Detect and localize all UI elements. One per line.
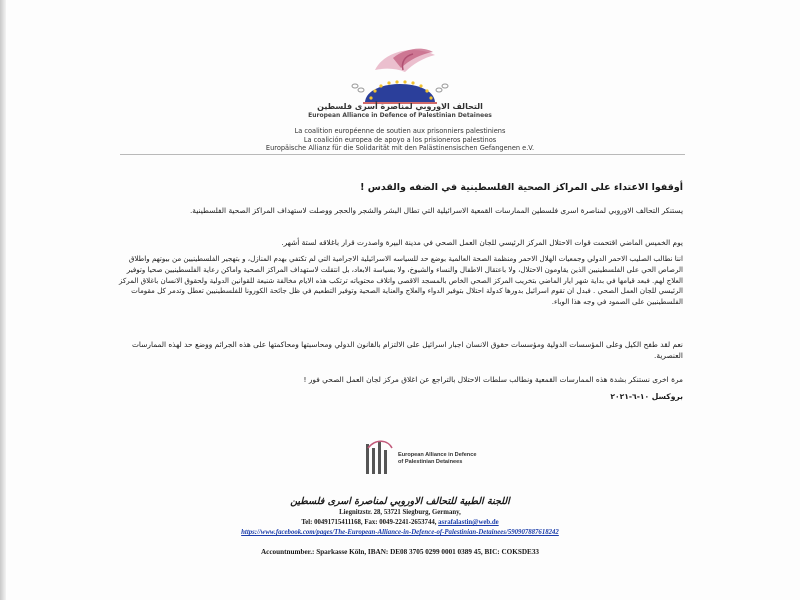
header-divider	[120, 154, 685, 155]
tel-fax: Tel: 004917154111​68, Fax: 0049-2241-2653744,	[301, 519, 437, 526]
letter-title: أوقفوا الاعتداء على المراكز الصحية الفلسطينية في الضفه والقدس !	[360, 182, 683, 193]
email-link[interactable]: asrafalastin@web.de	[438, 519, 499, 526]
bank-account: Accountnumber.: Sparkasse Köln, IBAN: DE08 3705 0299 0001 0389 45, BIC: COKSDE33	[260, 548, 540, 556]
footer-logo-line-1: European Alliance in Defence	[398, 452, 477, 458]
footer-alliance-logo	[362, 438, 512, 480]
paragraph-5: مرة اخرى نستنكر بشدة هذه الممارسات القمعية ونطالب سلطات الاحتلال بالتراجع عن اغلاق مركز لجان العمل الصحي فور !	[303, 375, 683, 384]
subtitle-french: La coalition européenne de soutien aux prisonniers palestiniens	[294, 127, 506, 135]
org-name-english: European Alliance in Defence of Palestinian Detainees	[308, 112, 492, 119]
paragraph-1: يستنكر التحالف الاوروبي لمناصرة اسرى فلسطين الممارسات القمعية الاسرائيلية التي تطال البشر والشجر والحجر ووصلت لاستهداف المراكز الصحية الفلسطينية.	[189, 206, 683, 215]
paragraph-2: يوم الخميس الماضي اقتحمت قوات الاحتلال المركز الرئيسي للجان العمل الصحي في مدينة البيرة واصدرت قرار باغلاقه لستة أشهر.	[281, 238, 683, 247]
subtitle-spanish: La coalición europea de apoyo a los prisioneros palestinos	[303, 135, 497, 144]
medical-committee-name: اللجنة الطبية للتحالف الاوروبي لمناصرة اسرى فلسطين	[290, 496, 510, 507]
facebook-link[interactable]: https://www.facebook.com/pages/The-European-Alliance-in-Defence-of-Palestinian-Detainees/590907887618242	[241, 529, 559, 536]
org-name-arabic: التحالف الاوروبي لمناصرة أسرى فلسطين	[317, 102, 483, 111]
paragraph-4: نعم لقد طفح الكيل وعلى المؤسسات الدولية ومؤسسات حقوق الانسان اجبار اسرائيل على الالتزام بالقانون الدولي ومحاسبتها ومحاكمتها على هذه الجرائم ووضع حد لهذه الممارسات العنصرية.	[131, 340, 683, 360]
subtitle-german: Europäische Allianz für die Solidarität mit den Palästinensischen Gefangenen e.V.	[265, 144, 535, 153]
postal-address: Liegnitzstr. 28, 53721 Siegburg, Germany,	[339, 509, 461, 516]
contact-line	[0, 519, 800, 526]
signoff-date: بروكسل ١٠-٦-٢٠٢١	[610, 392, 683, 401]
paragraph-3: اننا نطالب الصليب الاحمر الدولي وجمعيات الهلال الاحمر ومنظمة الصحة العالمية بوضع حد للسياسه الاسرائيلية الاجرامية التي لم تكتفي بهدم المنازل، و بتهجير الفلسطينيين من بيوتهم واطلاق الرصاص الحي على الفلسطينيين الذين يقاومون الاحتلال، ولا باعتقال الاطفال والنساء والشيوخ، ولا بسياسة الابعاد، بل انتقلت لاستهداف المراكز الصحية واماكن رعاية الفلسطينيين صحيا وتوفير العلاج لهم. فبعد قيامها في بداية شهر ايار الماضي بتخريب المركز الصحي الخاص بالمسجد الاقصى واتلاف محتوياته ترتكب هذه الايام مخالفة شنيعة للقوانين الدولية ولحقوق الانسان باغلاق المركز الرئيسي للجان العمل الصحي . فبدل ان تقوم اسرائيل بدورها كدولة احتلال بتوفير الدواء والعلاج والعناية الصحية وتوفير التطعيم في ظل جائحة الكورونا للفلسطينيين تعطل وتدمر كل مقومات الفلسطينيين على الصمود في وجه هذا الوباء.	[118, 254, 683, 307]
footer-logo-line-2: of Palestinian Detainees	[398, 459, 463, 465]
multilingual-subtitles	[0, 127, 800, 153]
